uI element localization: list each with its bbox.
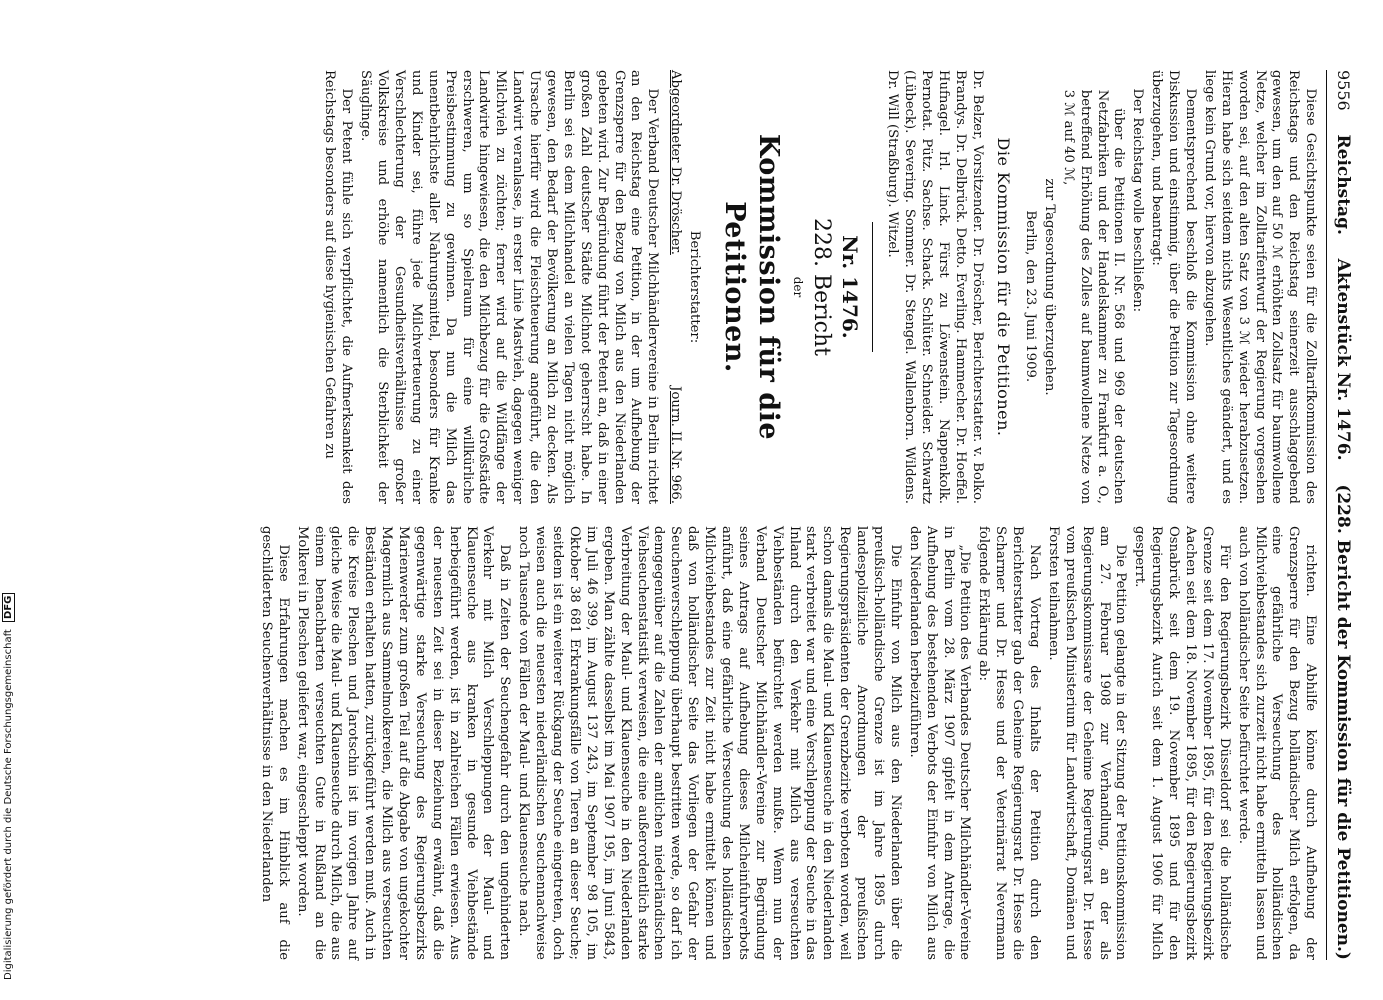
journal-number: Journ. II. Nr. 966. (668, 386, 684, 504)
divider (872, 222, 873, 352)
header-left-title: Reichstag. (1333, 134, 1353, 235)
paragraph: Diese Erfahrungen machen es im Hinblick auf die geschilderten Seuchenverhältnisse in den Niederlanden (258, 526, 291, 960)
paragraph: Die Einfuhr von Milch aus den Niederlanden über die preußisch-holländische Grenze ist im Jahre 1895 durch landespolizeiliche Anordnungen der preußischen Regierungspräsidenten der Grenzbezirke verboten worden, weil schon damals die Maul- und Klauenseuche in den Niederlanden stark verbreitet war und eine Verschleppung der Seuche in das Inland durch den Verkehr mit Milch aus verseuchten Viehbeständen befürchtet werden mußte. Wenn nun der Verband Deutscher Milchhändler-Vereine zur Begründung seines Antrags auf Aufhebung dieses Milcheinfuhrverbots anführt, daß eine gefährliche Verseuchung des holländischen Milchviehbestandes zur Zeit nicht habe ermittelt können und daß von holländischer Seite das Vorliegen der Gefahr der Seuchenverschleppung überhaupt bestritten werde, so darf ich demgegenüber auf die Zahlen der amtlichen niederländischen Viehseuchenstatistik verweisen, die eine außerordentlich starke Verbreitung der Maul- und Klauenseuche in den Niederlanden ergeben. Man zählte dasselbst im Mai 1907 195, im Juni 5843, im Juli 46 399, im August 137 243, im September 98 105, im Oktober 38 681 Erkrankungsfälle von Tieren an dieser Seuche; seitdem ist ein weiterer Rückgang der Seuche eingetreten, doch weisen auch die neuesten niederländischen Seuchennachweise noch Tausende von Fällen der Maul- und Klauenseuche nach. (516, 526, 903, 960)
commission-heading: Die Kommission für die Petitionen. (994, 137, 1014, 437)
members-list: Dr. Belzer, Vorsitzender. Dr. Dröscher, Berichterstatter. v. Bolko. Brandys. Dr. Delbrück. Detto. Everling. Hammecher. Dr. Hoeffel. Hufnagel. Irl. Linck. Fürst zu Löwenstein. Nappenkolk. Pernotat. Pütz. Sachse. Schack. Schlüter. Schneider. Schwartz (Lübeck). Severing. Sommer. Dr. Stengel. Wallenborn. Wildens. Dr. Will (Straßburg). Witzel. (885, 70, 985, 504)
dfg-logo: DFG (2, 593, 15, 622)
paragraph: richten. Eine Abhilfe könne durch Aufhebung der Grenzsperre für den Bezug holländischer Milch erfolgen, da eine gefährliche Verseuchung des holländischen Milchviehbestandes sich zurzeit nicht habe ermitteln lassen und auch von holländischer Seite befürchtet werde. (1235, 526, 1319, 960)
left-column (255, 70, 1318, 504)
date-line: Berlin, den 23. Juni 1909. (1023, 210, 1038, 383)
paragraph: Die Petition gelangte in der Sitzung der Petitionskommission am 27. Februar 1908 zur Verhandlung, an der als Regierungskommissare der Geheime Regierungsrat Dr. Hesse vom preußischen Ministerium für Landwirtschaft, Domänen und Forsten teilnahmen. (1045, 526, 1129, 960)
reporter-name: Abgeordneter Dr. Dröscher. (668, 70, 684, 255)
header-right-title: (228. Bericht der Kommission für die Petitionen.) (1333, 484, 1353, 960)
reporter-line (666, 70, 683, 504)
paragraph: Nach Vortrag des Inhalts der Petition durch den Berichterstatter gab der Geheime Regierungsrat Dr. Hesse die Scharmer und Dr. Hesse und der Veterinärrat Nevermann folgende Erklärung ab: (976, 526, 1042, 960)
der-text: der (790, 276, 805, 298)
right-column (255, 526, 1318, 960)
paragraph: Daß in Zeiten der Seuchengefahr durch den ungehinderten Verkehr mit Milch Verschleppungen der Maul- und Klauenseuche aus kranken in gesunde Viehbestände herbeigeführt werden, ist in zahlreichen Fällen erwiesen. Aus der neuesten Zeit sei in dieser Beziehung erwähnt, daß die gegenwärtige starke Verseuchung des Regierungsbezirks Marienwerder zum großen Teil auf die Abgabe von ungekochter Magermilch aus Sammelmolkereien, die Milch aus verseuchten Beständen erhalten hatten, zurückgeführt werden muß. Auch in die Kreise Pleschen und Jarotschin ist im vorigen Jahre auf gleiche Weise die Maul- und Klauenseuche durch Milch, die aus einem benachbarten verseuchten Gute in Rußland an die Molkerei in Pleschen geliefert war, eingeschleppt worden. (294, 526, 513, 960)
paragraph: Der Reichstag wolle beschließen: (1130, 88, 1146, 313)
paragraph: zur Tagesordnung überzugehen. (1041, 178, 1057, 396)
document-number: Nr. 1476. (838, 235, 863, 339)
paragraph: „Die Petition des Verbandes Deutscher Milchhändler-Vereine in Berlin vom 28. März 1907 gipfelt in dem Antrage, die Aufhebung des bestehenden Verbots der Einfuhr von Milch aus den Niederlanden herbeizuführen. (906, 526, 973, 960)
report-number: 228. Bericht (808, 217, 834, 357)
commission-title: Kommission für die Petitionen. (718, 133, 785, 441)
paragraph: Der Verband Deutscher Milchhändlervereine in Berlin richtet an den Reichstag eine Petition, in der um Aufhebung der Grenzsperre für den Bezug von Milch aus den Niederlanden gebeten wird. Zur Begründung führt der Petent an, daß in einer großen Zahl deutscher Städte Milchnot geherrscht habe. In Berlin sei es dem Milchhandel an vielen Tagen nicht möglich gewesen, den Bedarf der Bevölkerung an Milch zu decken. Als Ursache hierfür wird die Fleischteuerung angeführt, die den Landwirt veranlasse, in erster Linie Mastvieh, dagegen weniger Milchvieh zu züchten; ferner wird auf die Wildfänge der Landwirte hingewiesen, die den Milchbezug für die Großstädte erschweren, um so Spielraum für eine willkürliche Preisbestimmung zu gewinnen. Da nun die Milch das unentbehrlichste aller Nahrungsmittel, besonders für Kranke und Kinder sei, führe jede Milchverteuerung zu einer Verschlechterung der Gesundheitsverhältnisse großer Volkskreise und erhöhe namentlich die Sterblichkeit der Säuglinge. (358, 70, 661, 504)
paragraph: Für den Regierungsbezirk Düsseldorf sei die holländische Grenze seit dem 17. November 1895, für den Regierungsbezirk Aachen seit dem 18. November 1895, für den Regierungsbezirk Osnabrück seit dem 19. November 1895 und für den Regierungsbezirk Aurich seit dem 1. August 1906 für Milch gesperrt. (1132, 526, 1232, 960)
paragraph: Der Petent fühle sich verpflichtet, die Aufmerksamkeit des Reichstags besonders auf diese hygienischen Gefahren zu (322, 70, 355, 504)
credit-text: Digitalisierung gefördert durch die Deutsche Forschungsgemeinschaft (3, 629, 14, 980)
page-header (1326, 70, 1353, 960)
paragraph: Diese Gesichtspunkte seien für die Zolltarifkommission des Reichstags und den Reichstag seinerzeit ausschlaggebend gewesen, um den auf 50 ℳ erhöhten Zollsatz für baumwollene Netze, welcher im Zolltarifentwurf der Regierung vorgesehen worden sei, auf den alten Satz von 3 ℳ wieder herabzusetzen. Hieran habe sich seitdem nichts Wesentliches geändert, und es liege kein Grund vor, hiervon abzugehen. (1201, 70, 1319, 504)
header-doc: Aktenstück Nr. 1476. (1333, 258, 1353, 461)
reporter-label: Berichterstatter: (687, 230, 703, 344)
paragraph: über die Petitionen II. Nr. 568 und 969 der deutschen Netzfabriken und der Handelskammer zu Frankfurt a. O., betreffend Erhöhung des Zolles auf baumwollene Netze von 3 ℳ auf 40 ℳ, (1060, 89, 1127, 504)
page-number: 9556 (1334, 70, 1353, 111)
paragraph: Dementsprechend beschloß die Kommission ohne weitere Diskussion und einstimmig, über die Petition zur Tagesordnung überzugehen, und beantragt: (1149, 70, 1199, 504)
